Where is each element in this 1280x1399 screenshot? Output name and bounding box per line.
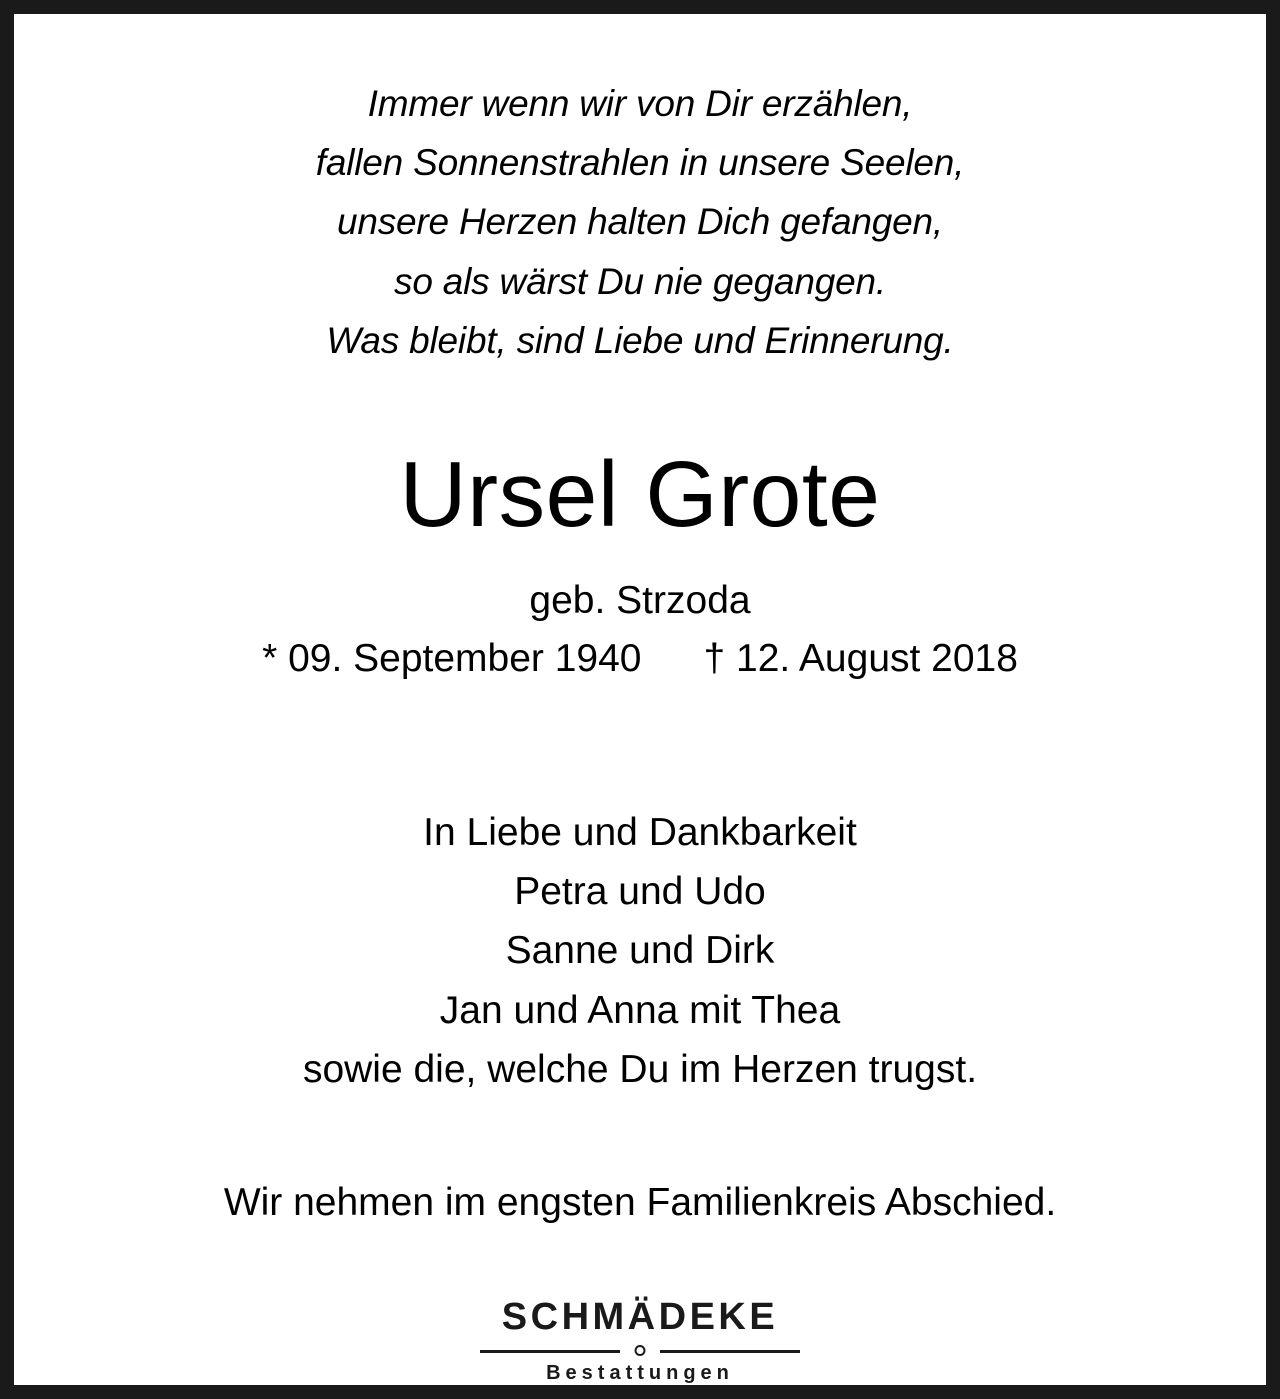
life-dates [262, 637, 1018, 681]
logo-subtitle: Bestattungen [546, 1362, 734, 1384]
family-block [303, 803, 977, 1099]
funeral-home-logo [14, 1296, 1266, 1385]
logo-divider [480, 1343, 800, 1359]
poem-block [316, 74, 964, 370]
poem-line-5: Was bleibt, sind Liebe und Erinnerung. [326, 319, 954, 361]
family-line-4: Jan und Anna mit Thea [439, 988, 841, 1032]
deceased-name: Ursel Grote [399, 441, 881, 546]
closing-note: Wir nehmen im engsten Familienkreis Abschied. [223, 1181, 1057, 1225]
family-line-5: sowie die, welche Du im Herzen trugst. [302, 1048, 978, 1091]
poem-line-2: fallen Sonnenstrahlen in unsere Seelen, [315, 142, 965, 184]
death-date: † 12. August 2018 [703, 636, 1018, 680]
poem-line-1: Immer wenn wir von Dir erzählen, [367, 83, 913, 124]
family-line-1: In Liebe und Dankbarkeit [423, 810, 857, 854]
logo-divider-left [480, 1350, 620, 1353]
maiden-name: geb. Strzoda [529, 578, 751, 622]
logo-wordmark: SCHMÄDEKE [501, 1296, 779, 1338]
logo-divider-right [660, 1350, 800, 1353]
poem-line-4: so als wärst Du nie gegangen. [394, 260, 886, 302]
family-line-2: Petra und Udo [514, 870, 766, 914]
family-line-3: Sanne und Dirk [505, 929, 775, 973]
poem-line-3: unsere Herzen halten Dich gefangen, [337, 201, 943, 243]
logo-divider-dot-icon [635, 1345, 646, 1356]
birth-date: * 09. September 1940 [262, 636, 642, 680]
